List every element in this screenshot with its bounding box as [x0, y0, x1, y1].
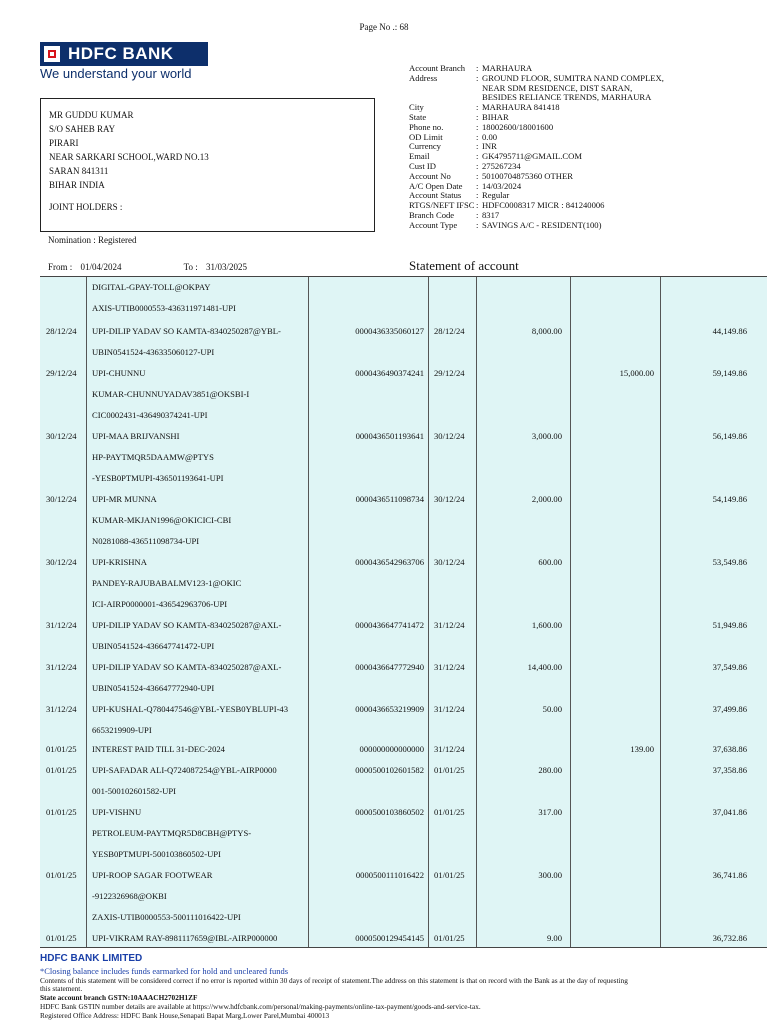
joint-holders: JOINT HOLDERS :	[49, 202, 123, 212]
account-detail-label: State	[409, 112, 427, 122]
transaction-withdrawal: 9.00	[546, 933, 562, 943]
account-detail-label: Account Status	[409, 190, 462, 201]
transaction-narration: PETROLEUM-PAYTMQR5D8CBH@PTYS-	[92, 828, 252, 838]
transaction-narration: UPI-ROOP SAGAR FOOTWEAR	[92, 870, 213, 880]
account-detail-label: Cust ID	[409, 161, 436, 171]
transaction-date: 01/01/25	[46, 933, 77, 943]
account-detail-value: 0.00	[482, 131, 498, 142]
transaction-narration: UPI-DILIP YADAV SO KAMTA-8340250287@AXL-	[92, 662, 282, 672]
transaction-narration: INTEREST PAID TILL 31-DEC-2024	[92, 744, 225, 754]
transaction-value-date: 01/01/25	[434, 933, 465, 943]
transaction-ref-no: 0000436542963706	[355, 557, 424, 567]
bank-logo-icon	[44, 46, 60, 62]
from-date: 01/04/2024	[80, 262, 122, 272]
account-detail-colon: :	[476, 190, 479, 201]
transaction-narration: YESB0PTMUPI-500103860502-UPI	[92, 849, 221, 859]
transaction-narration: DIGITAL-GPAY-TOLL@OKPAY	[92, 282, 211, 292]
transaction-balance: 56,149.86	[712, 431, 747, 441]
account-detail-label: Account No	[409, 170, 451, 181]
transaction-withdrawal: 8,000.00	[531, 326, 562, 336]
transaction-balance: 54,149.86	[712, 494, 747, 504]
transaction-value-date: 31/12/24	[434, 620, 465, 630]
transaction-value-date: 31/12/24	[434, 704, 465, 714]
transaction-ref-no: 0000436647741472	[355, 620, 424, 630]
transaction-value-date: 30/12/24	[434, 431, 465, 441]
transaction-ref-no: 0000436653219909	[355, 704, 424, 714]
account-detail-value: GK4795711@GMAIL.COM	[482, 151, 582, 162]
transaction-date: 31/12/24	[46, 620, 77, 630]
transaction-value-date: 31/12/24	[434, 744, 465, 754]
account-detail-colon: :	[476, 170, 479, 181]
transaction-withdrawal: 14,400.00	[527, 662, 562, 672]
transaction-narration: CIC0002431-436490374241-UPI	[92, 410, 208, 420]
account-detail-value: Regular	[482, 190, 510, 201]
account-detail-label: Account Type	[409, 219, 458, 230]
footer-disclaimer-cont: this statement.	[40, 984, 83, 993]
transaction-ref-no: 0000436501193641	[355, 431, 424, 441]
transaction-withdrawal: 3,000.00	[531, 431, 562, 441]
account-detail-colon: :	[476, 180, 479, 191]
transaction-narration: KUMAR-MKJAN1996@OKICICI-CBI	[92, 515, 232, 525]
footer-disclaimer: Contents of this statement will be considered correct if no error is reported within 30 days of receipt of statement.The address on this statement is that on record with the Bank as at the day of requesting	[40, 976, 628, 985]
account-detail-label	[409, 84, 476, 94]
account-detail-colon: :	[476, 131, 479, 142]
account-detail-label: Phone no.	[409, 121, 444, 132]
customer-line: PIRARI	[49, 138, 79, 148]
column-divider	[428, 277, 429, 947]
transaction-date: 01/01/25	[46, 744, 77, 754]
column-divider	[476, 277, 477, 947]
statement-title: Statement of account	[409, 258, 519, 273]
transaction-withdrawal: 280.00	[538, 765, 562, 775]
transaction-balance: 44,149.86	[712, 326, 747, 336]
to-date: 31/03/2025	[206, 262, 248, 272]
account-detail-value: INR	[482, 141, 497, 152]
nomination-status: Nomination : Registered	[48, 235, 137, 245]
transaction-date: 31/12/24	[46, 662, 77, 672]
transaction-narration: UBIN0541524-436335060127-UPI	[92, 347, 215, 357]
transaction-narration: UBIN0541524-436647741472-UPI	[92, 641, 215, 651]
transaction-balance: 59,149.86	[712, 368, 747, 378]
transaction-narration: ZAXIS-UTIB0000553-500111016422-UPI	[92, 912, 241, 922]
transaction-narration: UPI-SAFADAR ALI-Q724087254@YBL-AIRP0000	[92, 765, 277, 775]
transaction-withdrawal: 600.00	[538, 557, 562, 567]
transaction-narration: UPI-MR MUNNA	[92, 494, 157, 504]
transaction-value-date: 30/12/24	[434, 494, 465, 504]
transaction-narration: 001-500102601582-UPI	[92, 786, 177, 796]
account-detail-value: GROUND FLOOR, SUMITRA NAND COMPLEX,	[482, 72, 664, 83]
footer-closing-note: *Closing balance includes funds earmarked for hold and uncleared funds	[40, 966, 289, 976]
transaction-narration: KUMAR-CHUNNUYADAV3851@OKSBI-I	[92, 389, 250, 399]
footer-gstin-info: HDFC Bank GSTIN number details are available at https://www.hdfcbank.com/personal/making-payments/online-tax-payment/goods-and-service-tax.	[40, 1002, 481, 1011]
footer-registered-office: Registered Office Address: HDFC Bank House,Senapati Bapat Marg,Lower Parel,Mumbai 400013	[40, 1011, 330, 1020]
customer-address-box	[40, 98, 375, 232]
bank-tagline: We understand your world	[40, 66, 192, 81]
account-detail-value: BESIDES RELIANCE TRENDS, MARHAURA	[482, 92, 652, 103]
transaction-withdrawal: 300.00	[538, 870, 562, 880]
transaction-balance: 37,638.86	[712, 744, 747, 754]
transaction-narration: ICI-AIRP0000001-436542963706-UPI	[92, 599, 228, 609]
transaction-ref-no: 0000500129454145	[355, 933, 424, 943]
account-detail-label: City	[409, 102, 424, 113]
bank-logo	[40, 42, 208, 66]
transaction-ref-no: 0000436511098734	[355, 494, 424, 504]
transaction-ref-no: 0000436335060127	[355, 326, 424, 336]
transaction-balance: 37,041.86	[712, 807, 747, 817]
transaction-balance: 37,549.86	[712, 662, 747, 672]
from-label: From :	[48, 262, 73, 272]
transaction-date: 30/12/24	[46, 494, 77, 504]
account-detail-value: 18002600/18001600	[482, 121, 554, 132]
account-detail-label: Branch Code	[409, 210, 455, 220]
account-detail-colon: :	[476, 200, 479, 211]
footer-gstn: State account branch GSTN:10AAACH2702H1ZF	[40, 993, 198, 1002]
transaction-deposit: 15,000.00	[619, 368, 654, 378]
account-detail-value: 8317	[482, 210, 500, 220]
transaction-balance: 51,949.86	[712, 620, 747, 630]
transaction-date: 30/12/24	[46, 557, 77, 567]
transaction-narration: UPI-MAA BRIJVANSHI	[92, 431, 180, 441]
account-detail-value: MARHAURA	[482, 63, 533, 73]
customer-line: S/O SAHEB RAY	[49, 124, 116, 134]
transaction-value-date: 29/12/24	[434, 368, 465, 378]
account-detail-value: BIHAR	[482, 112, 509, 122]
transaction-narration: UPI-VISHNU	[92, 807, 142, 817]
column-divider	[86, 277, 87, 947]
transaction-ref-no: 0000436490374241	[355, 368, 424, 378]
account-detail-colon: :	[476, 210, 479, 220]
transaction-narration: -YESB0PTMUPI-436501193641-UPI	[92, 473, 224, 483]
account-detail-value: 50100704875360 OTHER	[482, 170, 573, 181]
transaction-ref-no: 0000500103860502	[355, 807, 424, 817]
transaction-narration: -9122326968@OKBI	[92, 891, 167, 901]
account-detail-label: Address	[409, 72, 438, 83]
customer-line: SARAN 841311	[49, 166, 109, 176]
customer-name: MR GUDDU KUMAR	[49, 110, 134, 120]
transaction-narration: UPI-VIKRAM RAY-8981117659@IBL-AIRP000000	[92, 933, 278, 943]
account-detail-value: 14/03/2024	[482, 180, 522, 191]
bank-logo-text: HDFC BANK	[68, 44, 174, 63]
account-detail-label: Currency	[409, 141, 441, 152]
transaction-narration: UPI-CHUNNU	[92, 368, 146, 378]
statement-period	[48, 262, 253, 272]
account-detail-colon: :	[476, 102, 479, 113]
transaction-value-date: 31/12/24	[434, 662, 465, 672]
page-number: Page No .: 68	[359, 22, 409, 32]
transaction-date: 01/01/25	[46, 807, 77, 817]
account-detail-colon: :	[476, 151, 479, 162]
transaction-narration: UBIN0541524-436647772940-UPI	[92, 683, 215, 693]
account-detail-colon: :	[476, 219, 479, 230]
account-detail-label: Account Branch	[409, 63, 466, 73]
account-detail-colon: :	[476, 121, 479, 132]
transaction-ref-no: 000000000000000	[359, 744, 424, 754]
transaction-narration: UPI-KUSHAL-Q780447546@YBL-YESB0YBLUPI-43	[92, 704, 289, 714]
account-detail-label: OD Limit	[409, 131, 443, 142]
transaction-value-date: 01/01/25	[434, 870, 465, 880]
transaction-withdrawal: 2,000.00	[531, 494, 562, 504]
transaction-narration: UPI-KRISHNA	[92, 557, 147, 567]
account-detail-colon: :	[476, 141, 479, 152]
account-detail-label: A/C Open Date	[409, 180, 463, 191]
account-detail-value: NEAR SDM RESIDENCE, DIST SARAN,	[482, 82, 633, 93]
account-detail-label: Email	[409, 151, 430, 162]
transaction-value-date: 30/12/24	[434, 557, 465, 567]
transaction-withdrawal: 50.00	[542, 704, 562, 714]
transaction-value-date: 01/01/25	[434, 807, 465, 817]
transaction-balance: 36,741.86	[712, 870, 747, 880]
transaction-date: 30/12/24	[46, 431, 77, 441]
transaction-narration: PANDEY-RAJUBABALMV123-1@OKIC	[92, 578, 242, 588]
transaction-date: 29/12/24	[46, 368, 77, 378]
account-detail-colon: :	[476, 161, 479, 171]
customer-line: BIHAR INDIA	[49, 180, 105, 190]
transaction-withdrawal: 317.00	[538, 807, 562, 817]
transaction-ref-no: 0000436647772940	[355, 662, 424, 672]
transaction-balance: 36,732.86	[712, 933, 747, 943]
transaction-deposit: 139.00	[630, 744, 654, 754]
transaction-value-date: 28/12/24	[434, 326, 465, 336]
transaction-ref-no: 0000500111016422	[355, 870, 424, 880]
transaction-narration: AXIS-UTIB0000553-436311971481-UPI	[92, 303, 236, 313]
account-detail-value: SAVINGS A/C - RESIDENT(100)	[482, 219, 602, 230]
transaction-narration: 6653219909-UPI	[92, 725, 152, 735]
transaction-narration: HP-PAYTMQR5DAAMW@PTYS	[92, 452, 214, 462]
transaction-value-date: 01/01/25	[434, 765, 465, 775]
transaction-date: 01/01/25	[46, 870, 77, 880]
transaction-narration: N0281088-436511098734-UPI	[92, 536, 200, 546]
transaction-balance: 37,499.86	[712, 704, 747, 714]
transactions-table	[40, 276, 767, 948]
transaction-date: 01/01/25	[46, 765, 77, 775]
transaction-narration: UPI-DILIP YADAV SO KAMTA-8340250287@AXL-	[92, 620, 282, 630]
customer-line: NEAR SARKARI SCHOOL,WARD NO.13	[49, 152, 209, 162]
transaction-withdrawal: 1,600.00	[531, 620, 562, 630]
transaction-balance: 37,358.86	[712, 765, 747, 775]
transaction-narration: UPI-DILIP YADAV SO KAMTA-8340250287@YBL-	[92, 326, 281, 336]
transaction-ref-no: 0000500102601582	[355, 765, 424, 775]
to-label: To :	[183, 262, 198, 272]
account-detail-value: 275267234	[482, 161, 521, 171]
account-detail-value: MARHAURA 841418	[482, 102, 560, 113]
account-detail-value: HDFC0008317 MICR : 841240006	[482, 200, 605, 211]
account-detail-colon: :	[476, 72, 479, 83]
transaction-balance: 53,549.86	[712, 557, 747, 567]
account-detail-colon: :	[476, 112, 479, 122]
account-detail-colon: :	[476, 63, 479, 73]
transaction-date: 31/12/24	[46, 704, 77, 714]
footer-bank-name: HDFC BANK LIMITED	[40, 953, 143, 964]
transaction-date: 28/12/24	[46, 326, 77, 336]
account-detail-row	[409, 221, 601, 231]
account-detail-label: RTGS/NEFT IFSC	[409, 200, 475, 211]
